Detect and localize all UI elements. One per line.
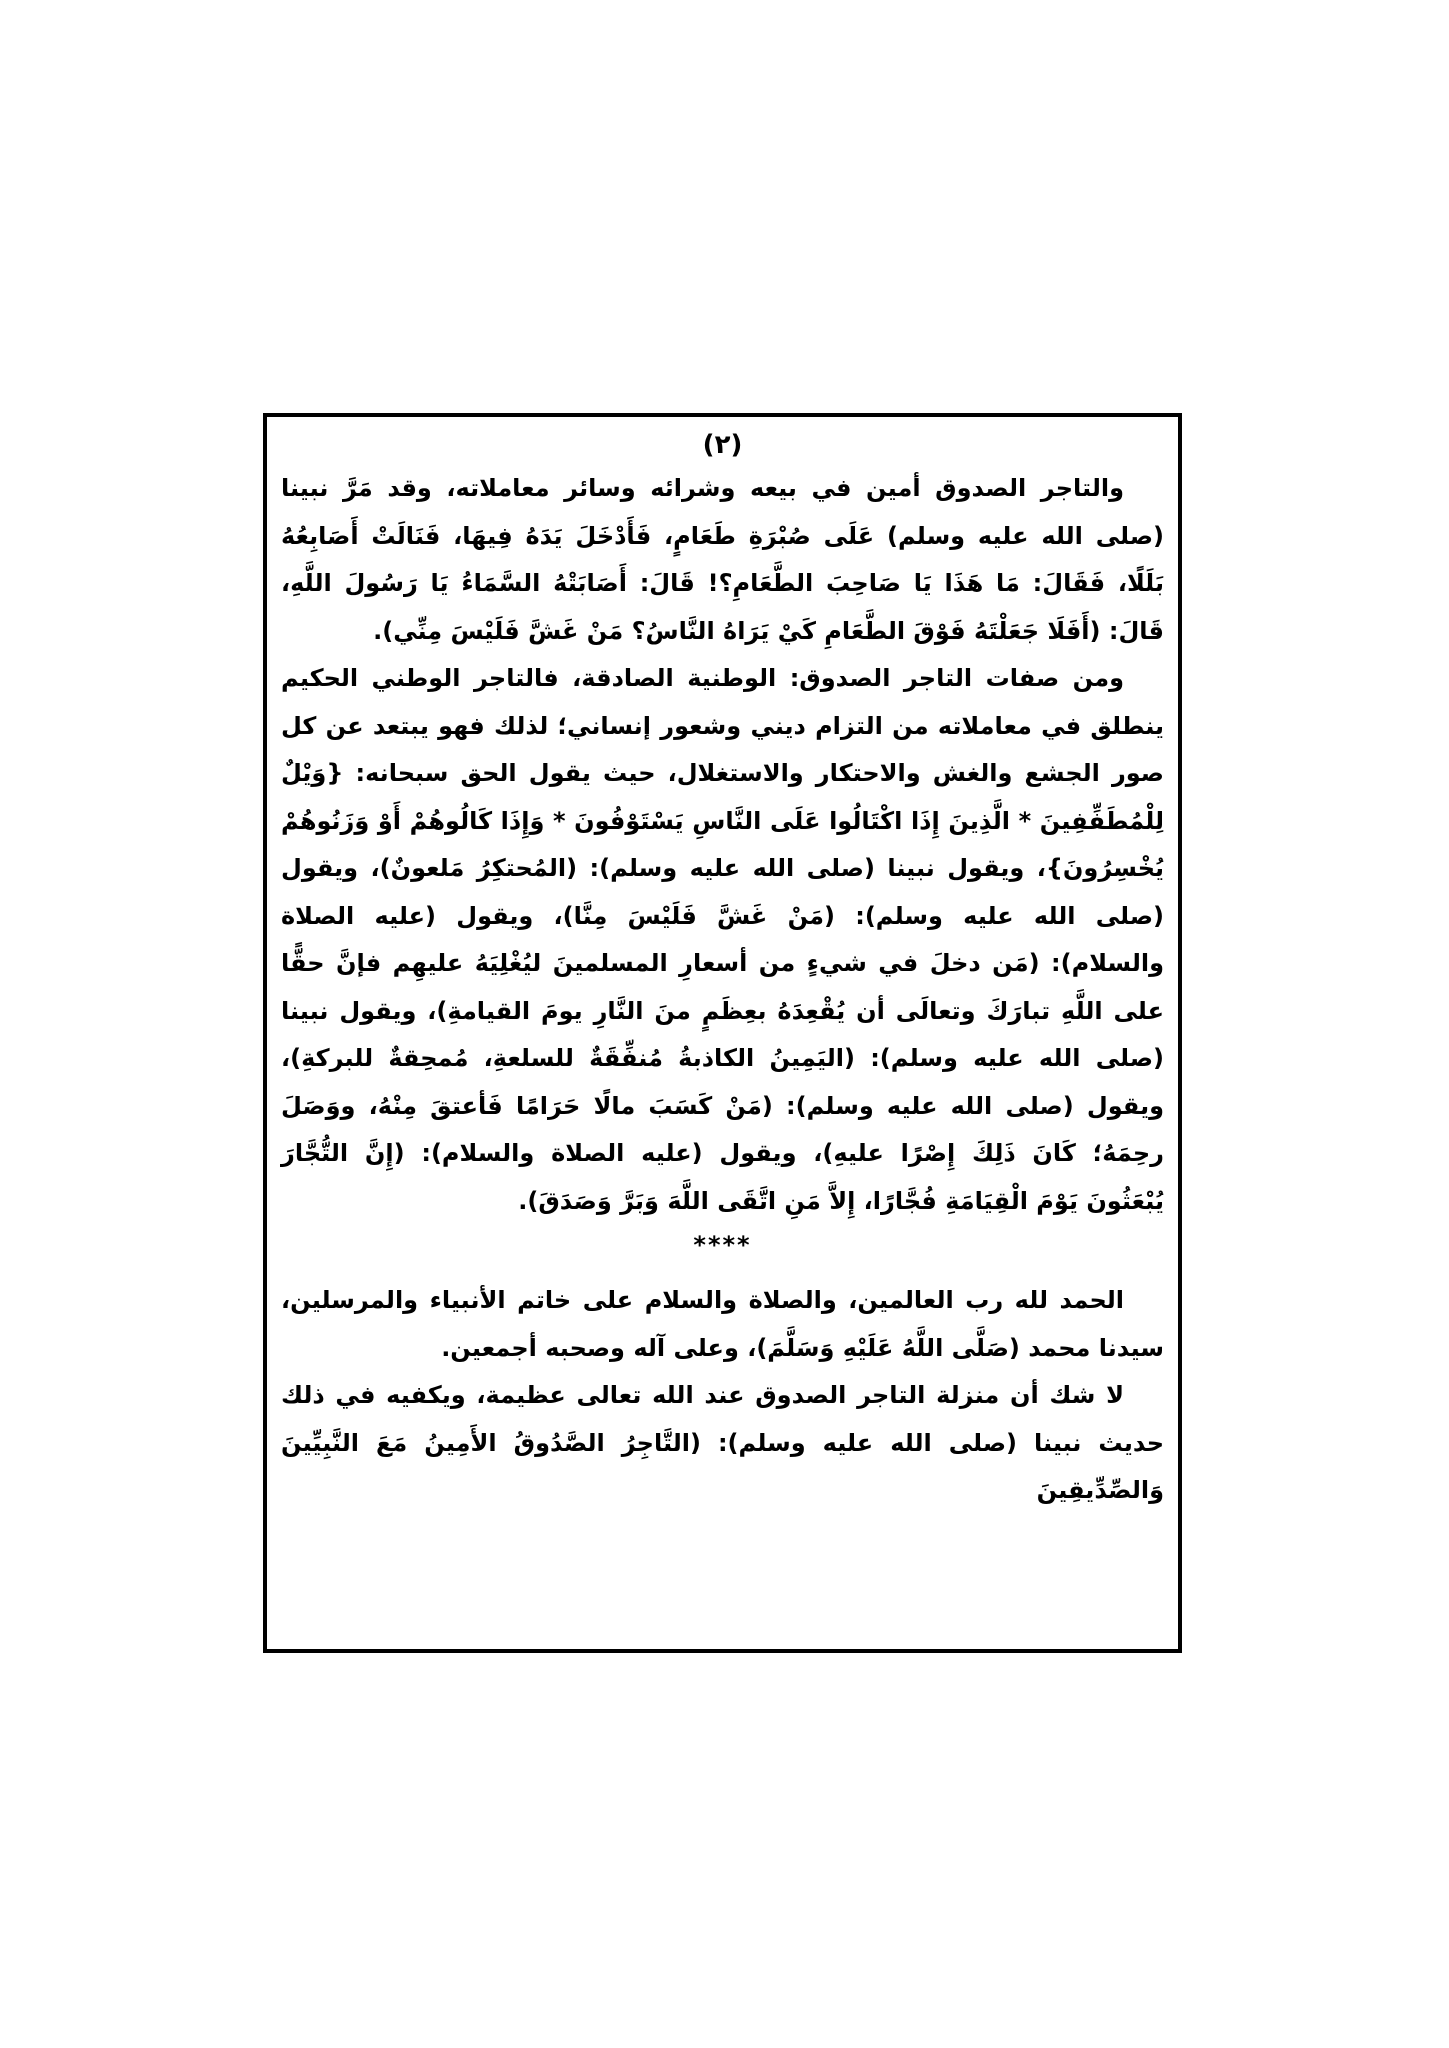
paragraph-honest-trader: والتاجر الصدوق أمين في بيعه وشرائه وسائر معاملاته، وقد مَرَّ نبينا (صلى الله عليه وسلم) عَلَى صُبْرَةِ طَعَامٍ، فَأَدْخَلَ يَدَهُ فِيهَا، فَنَالَتْ أَصَابِعُهُ بَلَلًا، فَقَالَ: مَا هَذَا يَا صَاحِبَ الطَّعَامِ؟! قَالَ: أَصَابَتْهُ السَّمَاءُ يَا رَسُولَ اللَّهِ، قَالَ: (أَفَلَا جَعَلْتَهُ فَوْقَ الطَّعَامِ كَيْ يَرَاهُ النَّاسُ؟ مَنْ غَشَّ فَلَيْسَ مِنِّي).: [281, 474, 1164, 645]
paragraph-patriotism: ومن صفات التاجر الصدوق: الوطنية الصادقة، فالتاجر الوطني الحكيم ينطلق في معاملاته من التزام ديني وشعور إنساني؛ لذلك فهو يبتعد عن كل صور الجشع والغش والاحتكار والاستغلال، حيث يقول الحق سبحانه: {وَيْلٌ لِلْمُطَفِّفِينَ * الَّذِينَ إِذَا اكْتَالُوا عَلَى النَّاسِ يَسْتَوْفُونَ * وَإِذَا كَالُوهُمْ أَوْ وَزَنُوهُمْ يُخْسِرُونَ}، ويقول نبينا (صلى الله عليه وسلم): (المُحتكِرُ مَلعونٌ)، ويقول (صلى الله عليه وسلم): (مَنْ غَشَّ فَلَيْسَ مِنَّا)، ويقول (عليه الصلاة والسلام): (مَن دخلَ في شيءٍ من أسعارِ المسلمينَ ليُغْلِيَهُ عليهِم فإنَّ حقًّا على اللَّهِ تبارَكَ وتعالَى أن يُقْعِدَهُ بعِظَمٍ منَ النَّارِ يومَ القيامةِ)، ويقول نبينا (صلى الله عليه وسلم): (اليَمِينُ الكاذبةُ مُنفِّقَةٌ للسلعةِ، مُمحِقةٌ للبركةِ)، ويقول (صلى الله عليه وسلم): (مَنْ كَسَبَ مالًا حَرَامًا فَأعتقَ مِنْهُ، ووَصَلَ رحِمَهُ؛ كَانَ ذَلِكَ إِصْرًا عليهِ)، ويقول (عليه الصلاة والسلام): (إِنَّ التُّجَّارَ يُبْعَثُونَ يَوْمَ الْقِيَامَةِ فُجَّارًا، إِلاَّ مَنِ اتَّقَى اللَّهَ وَبَرَّ وَصَدَقَ).: [281, 664, 1164, 1215]
page-frame: [263, 413, 1182, 1653]
paragraph-trader-status: لا شك أن منزلة التاجر الصدوق عند الله تعالى عظيمة، ويكفيه في ذلك حديث نبينا (صلى الله عليه وسلم): (التَّاجِرُ الصَّدُوقُ الأَمِينُ مَعَ النَّبِيِّينَ وَالصِّدِّيقِينَ: [281, 1381, 1164, 1504]
section-separator: ****: [693, 1231, 752, 1259]
paragraph-praise: الحمد لله رب العالمين، والصلاة والسلام على خاتم الأنبياء والمرسلين، سيدنا محمد (صَلَّى اللَّهُ عَلَيْهِ وَسَلَّمَ)، وعلى آله وصحبه أجمعين.: [281, 1286, 1164, 1362]
page-number: (٢): [702, 430, 743, 460]
